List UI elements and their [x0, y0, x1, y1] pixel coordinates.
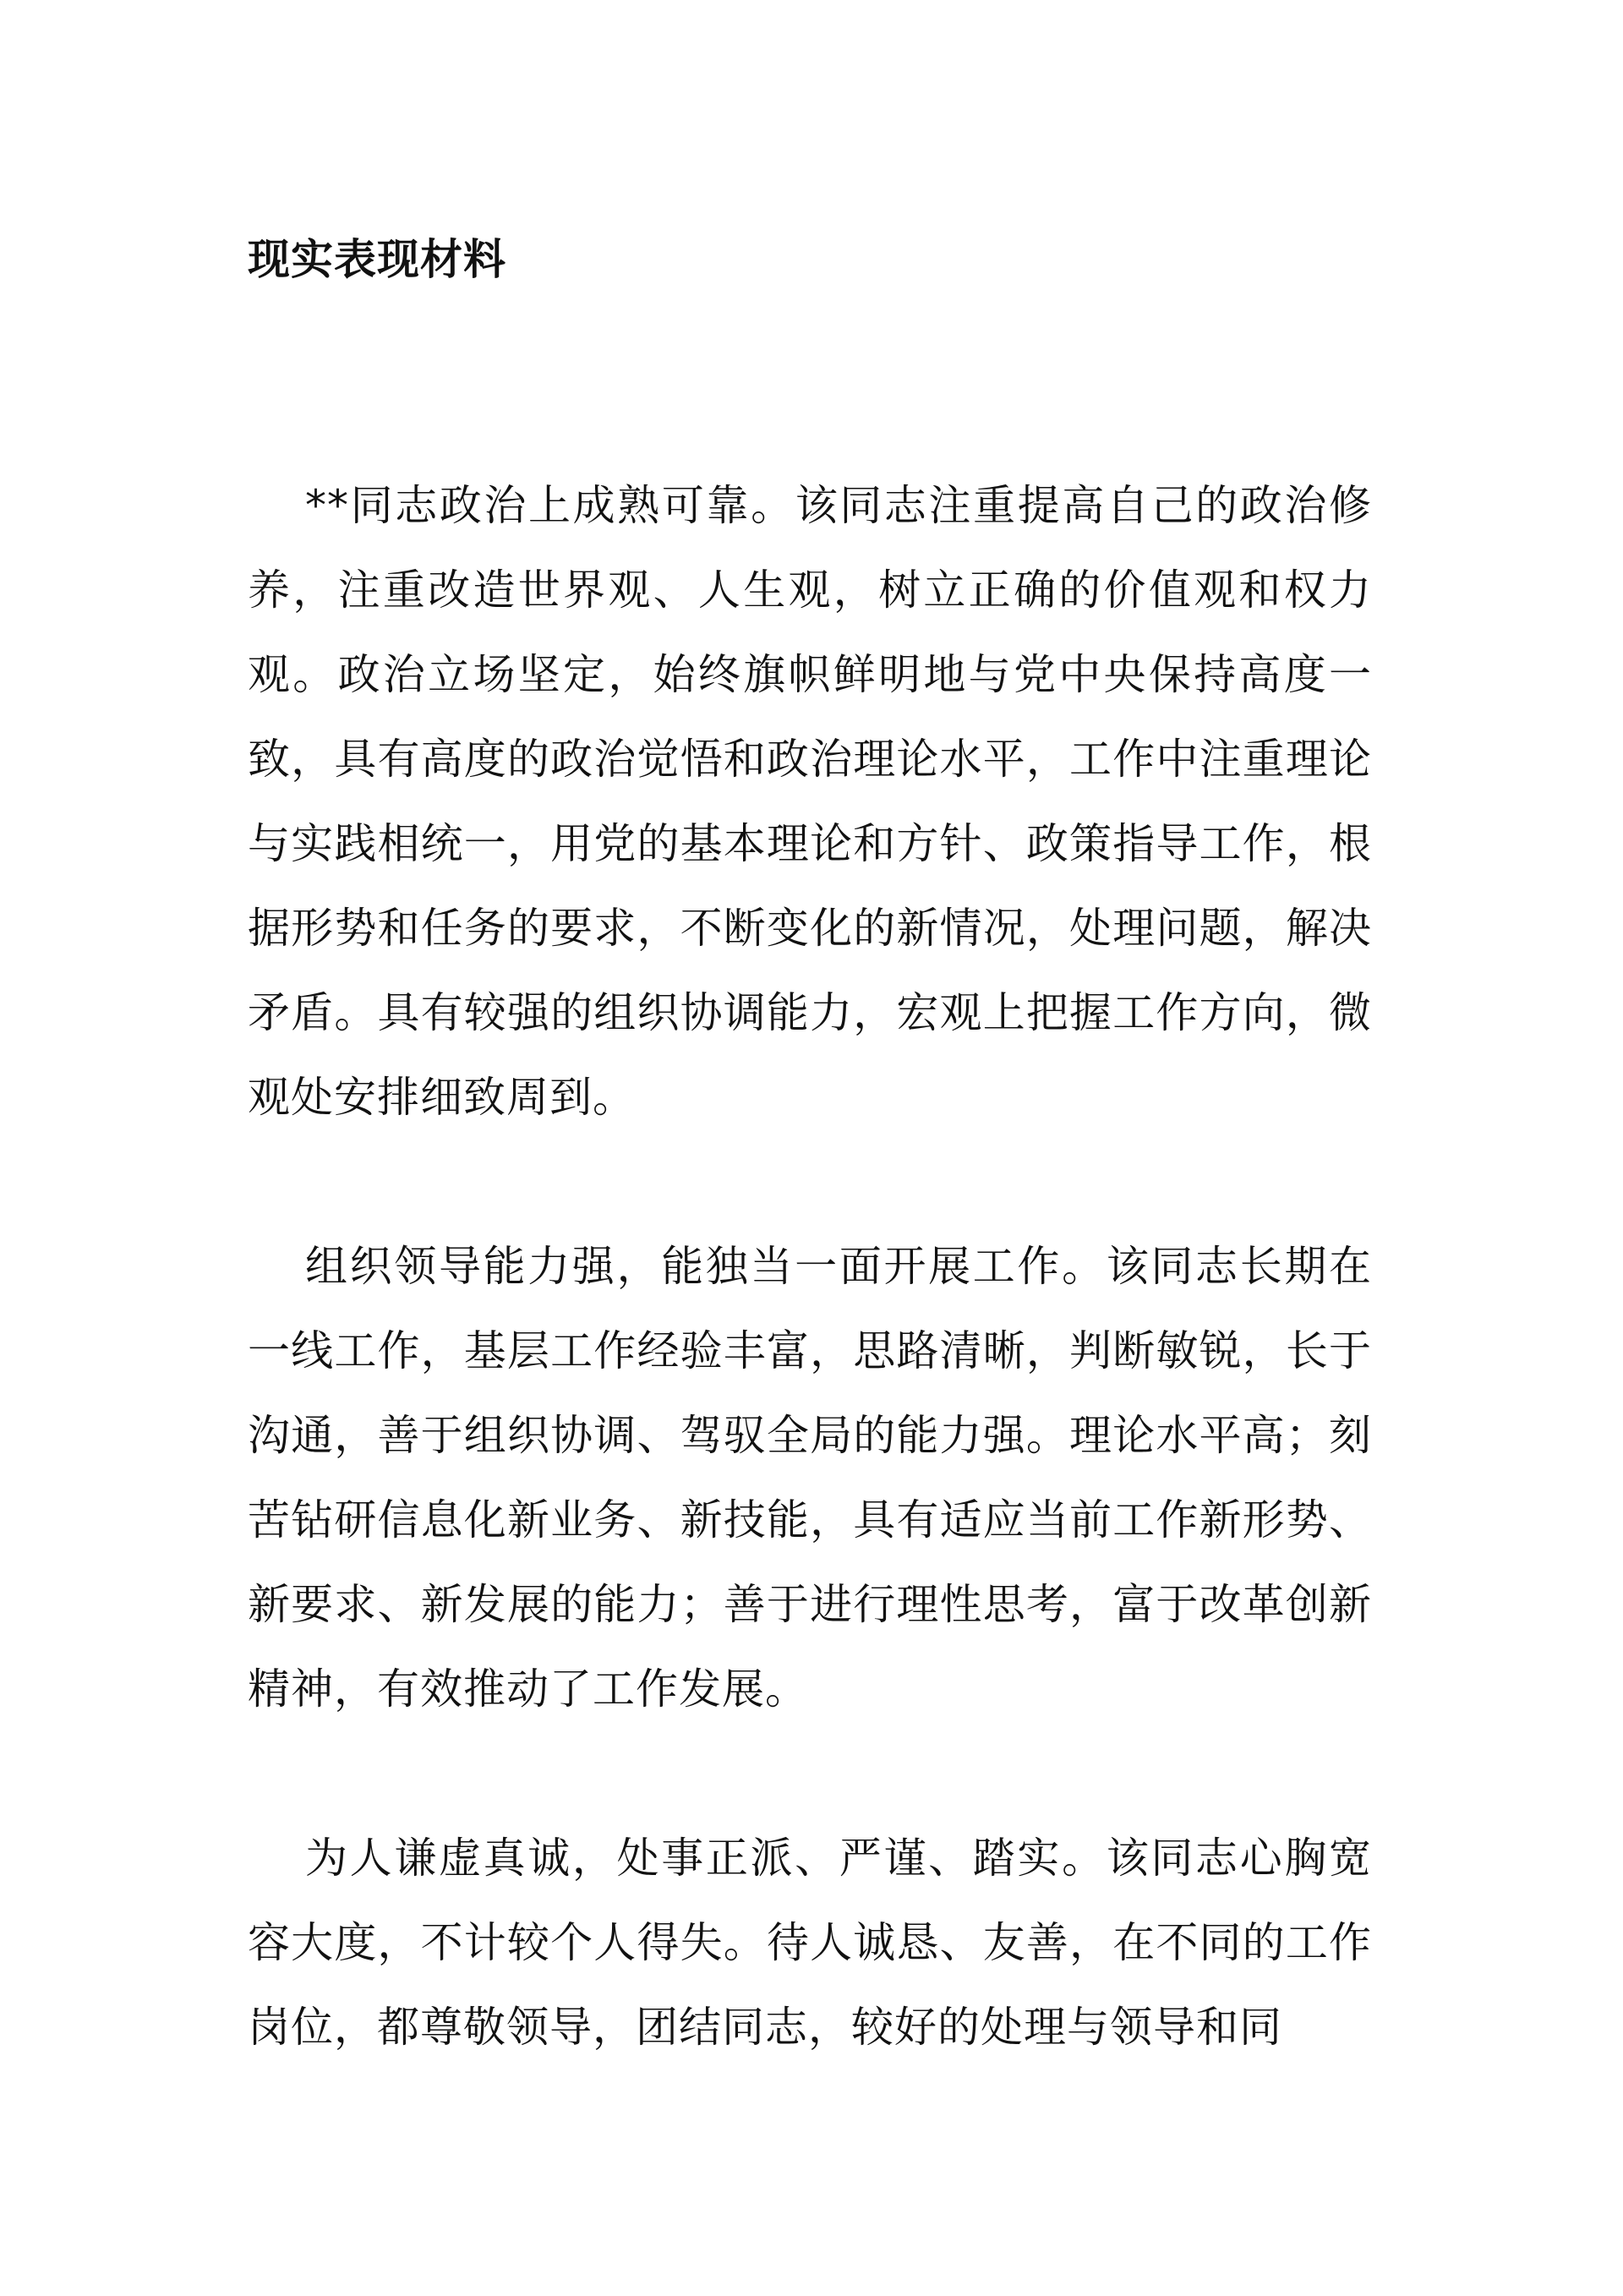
document-title: 现实表现材料	[248, 235, 506, 284]
paragraph-character: 为人谦虚真诚，处事正派、严谨、踏实。该同志心胸宽容大度，不计较个人得失。待人诚恳、友善，在不同的工作岗位，都尊敬领导，团结同志，较好的处理与领导和同	[248, 1834, 1372, 2052]
paragraph-political: **同志政治上成熟可靠。该同志注重提高自己的政治修养，注重改造世界观、人生观，树立正确的价值观和权力观。政治立场坚定，始终旗帜鲜明地与党中央保持高度一致，具有高度的政治觉悟和政治理论水平，工作中注重理论与实践相统一，用党的基本理论和方针、政策指导工作，根据形势和任务的要求，不断变化的新情况，处理问题，解决矛盾。具有较强的组织协调能力，宏观上把握工作方向，微观处安排细致周到。	[248, 481, 1372, 1122]
document-body	[248, 463, 1372, 2154]
paragraph-leadership: 组织领导能力强，能独当一面开展工作。该同志长期在一线工作，基层工作经验丰富，思路清晰，判断敏锐，长于沟通，善于组织协调、驾驭全局的能力强。理论水平高；刻苦钻研信息化新业务、新技能，具有适应当前工作新形势、新要求、新发展的能力；善于进行理性思考，富于改革创新精神，有效推动了工作发展。	[248, 1242, 1372, 1714]
